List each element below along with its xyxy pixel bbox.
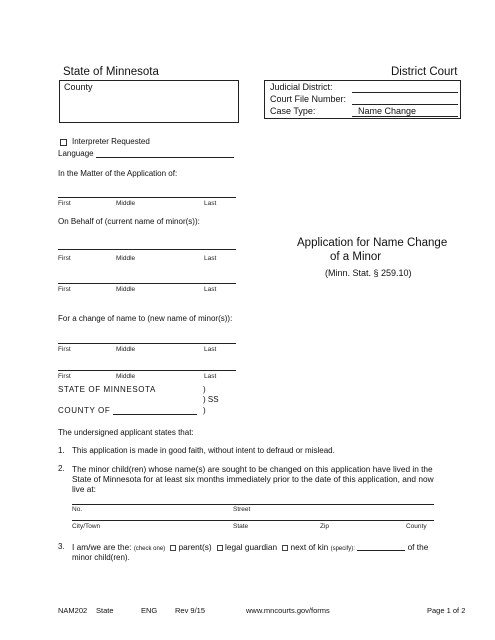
venue-state-label: STATE OF MINNESOTA	[58, 385, 156, 394]
field-caption-first: First	[58, 255, 71, 262]
matter-label: In the Matter of the Application of:	[58, 169, 178, 178]
item2-text: The minor child(ren) whose name(s) are sought to be changed on this application have lived in the State of Minnesota for at least six months immediately prior to the date of this application, and now live at:	[72, 464, 434, 494]
field-caption-last: Last	[204, 373, 217, 380]
kin-specify-field[interactable]	[357, 542, 405, 551]
field-caption-middle: Middle	[116, 200, 136, 207]
minor1-current-name-field[interactable]	[58, 249, 236, 250]
court-heading: District Court	[391, 66, 458, 78]
footer-page-number: Page 1 of 2	[427, 606, 466, 615]
statute-reference: (Minn. Stat. § 259.10)	[325, 268, 412, 278]
state-heading: State of Minnesota	[63, 66, 159, 78]
venue-paren-1: )	[203, 385, 206, 394]
minor1-new-name-field[interactable]	[58, 343, 236, 344]
field-caption-last: Last	[204, 346, 217, 353]
footer-state: State	[96, 606, 114, 615]
field-caption-middle: Middle	[116, 286, 136, 293]
form-title-line1: Application for Name Change	[297, 237, 448, 249]
field-caption-last: Last	[204, 200, 217, 207]
form-title-line2: of a Minor	[330, 251, 382, 263]
address-line-2[interactable]	[72, 520, 434, 521]
behalf-label: On Behalf of (current name of minor(s)):	[58, 217, 200, 226]
field-caption-first: First	[58, 200, 71, 207]
field-caption-middle: Middle	[116, 255, 136, 262]
court-file-number-field[interactable]	[352, 104, 458, 105]
footer-lang: ENG	[141, 606, 158, 615]
field-caption-middle: Middle	[116, 373, 136, 380]
address-line-1[interactable]	[72, 504, 434, 505]
judicial-district-label: Judicial District:	[270, 82, 333, 92]
item1-number: 1.	[58, 446, 65, 455]
address-caption-county: County	[406, 523, 427, 530]
field-caption-first: First	[58, 373, 71, 380]
item2-number: 2.	[58, 464, 65, 473]
item3-kin: next of kin	[290, 542, 329, 552]
case-type-label: Case Type:	[270, 106, 316, 116]
item3-of-the: of the	[407, 542, 429, 552]
venue-county-field[interactable]	[113, 414, 197, 415]
venue-county-label: COUNTY OF	[58, 406, 111, 415]
venue-ss: ) SS	[203, 395, 219, 404]
venue-paren-3: )	[203, 406, 206, 415]
judicial-district-field[interactable]	[352, 92, 458, 93]
item3-parents: parent(s)	[178, 542, 212, 552]
footer-form-id: NAM202	[58, 606, 88, 615]
address-caption-street: Street	[233, 506, 251, 513]
field-caption-first: First	[58, 286, 71, 293]
address-caption-state: State	[233, 523, 249, 530]
county-box[interactable]	[59, 80, 239, 123]
interpreter-label: Interpreter Requested	[72, 137, 150, 146]
footer-url[interactable]: www.mncourts.gov/forms	[246, 606, 330, 615]
item1-text: This application is made in good faith, without intent to defraud or mislead.	[72, 446, 335, 455]
kin-checkbox[interactable]	[282, 545, 288, 551]
item3-line2: minor child(ren).	[72, 553, 130, 562]
field-caption-first: First	[58, 346, 71, 353]
footer-rev: Rev 9/15	[175, 606, 206, 615]
parents-checkbox[interactable]	[170, 545, 176, 551]
language-label: Language	[58, 149, 94, 158]
case-type-underline	[352, 116, 458, 117]
case-type-value: Name Change	[358, 106, 417, 116]
guardian-checkbox[interactable]	[217, 545, 223, 551]
field-caption-last: Last	[204, 286, 217, 293]
item3-number: 3.	[58, 542, 65, 551]
court-file-number-label: Court File Number:	[270, 94, 347, 104]
language-field[interactable]	[96, 157, 234, 158]
address-caption-no: No.	[72, 506, 83, 513]
item3-start: I am/we are the:	[72, 542, 132, 552]
minor2-new-name-field[interactable]	[58, 370, 236, 371]
item3-line1	[72, 542, 428, 552]
item3-check-one: (check one)	[133, 546, 166, 552]
field-caption-last: Last	[204, 255, 217, 262]
interpreter-checkbox[interactable]	[60, 139, 67, 146]
applicant-name-field[interactable]	[58, 197, 236, 198]
item3-specify: (specify):	[330, 546, 355, 552]
case-info-box	[264, 80, 461, 119]
address-caption-city: City/Town	[72, 523, 101, 530]
item3-guardian: legal guardian	[225, 542, 278, 552]
intro-statement: The undersigned applicant states that:	[58, 428, 194, 437]
county-label: County	[64, 82, 93, 92]
address-caption-zip: Zip	[320, 523, 330, 530]
minor2-current-name-field[interactable]	[58, 283, 236, 284]
field-caption-middle: Middle	[116, 346, 136, 353]
change-to-label: For a change of name to (new name of minor(s)):	[58, 314, 233, 323]
